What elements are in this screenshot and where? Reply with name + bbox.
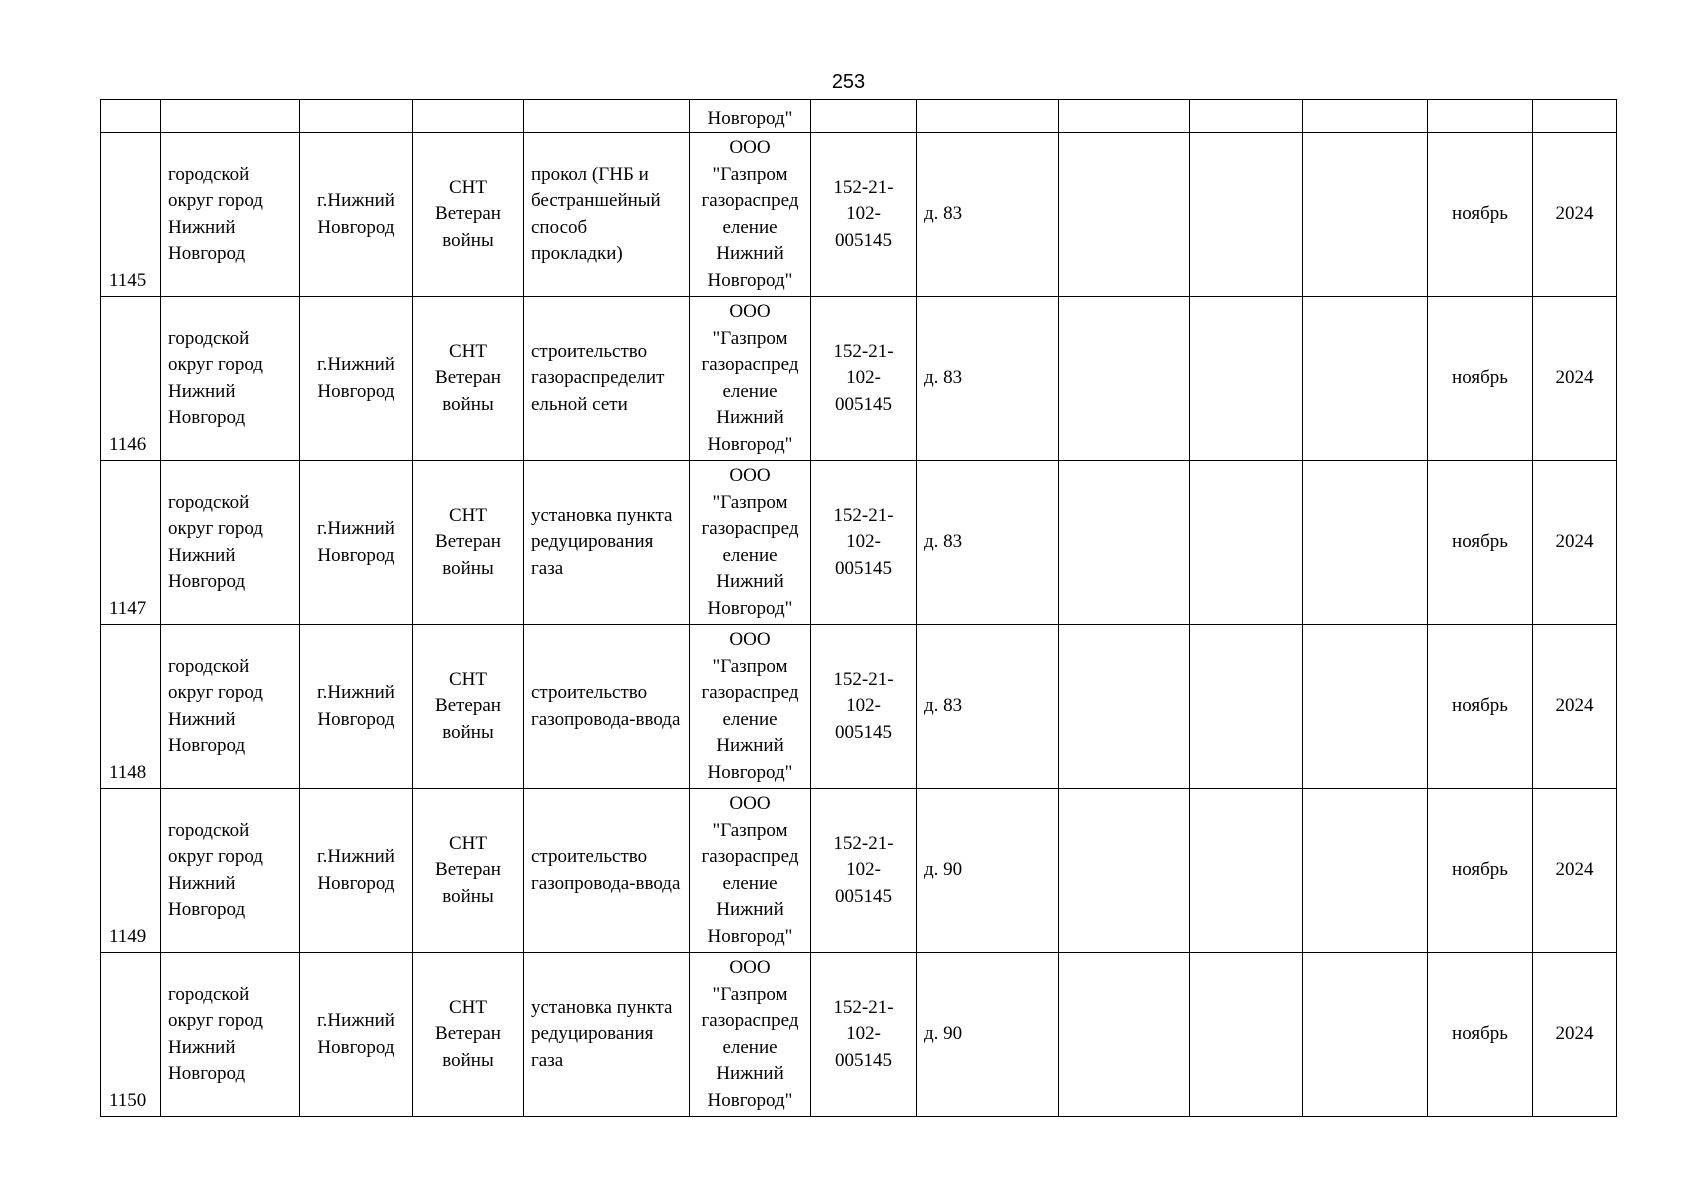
register-table bbox=[100, 99, 1617, 1117]
settlement-cell: СНТ Ветеран войны bbox=[413, 297, 524, 461]
empty-cell bbox=[1059, 461, 1190, 625]
row-number-cell: 1145 bbox=[101, 133, 161, 297]
table-row bbox=[101, 133, 1617, 297]
city-cell: г.Нижний Новгород bbox=[300, 461, 413, 625]
table-row bbox=[101, 297, 1617, 461]
empty-cell bbox=[1190, 789, 1303, 953]
work-type-cell: установка пункта редуцирования газа bbox=[524, 461, 690, 625]
district-cell: городской округ город Нижний Новгород bbox=[161, 789, 300, 953]
district-cell: городской округ город Нижний Новгород bbox=[161, 133, 300, 297]
row-number-cell: 1147 bbox=[101, 461, 161, 625]
city-cell: г.Нижний Новгород bbox=[300, 953, 413, 1117]
work-type-cell: строительство газопровода-ввода bbox=[524, 625, 690, 789]
table-row bbox=[101, 953, 1617, 1117]
house-cell: д. 83 bbox=[917, 625, 1059, 789]
code-cell: 152-21-102-005145 bbox=[811, 461, 917, 625]
empty-cell bbox=[1303, 461, 1428, 625]
row-number-cell: 1148 bbox=[101, 625, 161, 789]
code-cell: 152-21-102-005145 bbox=[811, 789, 917, 953]
empty-cell bbox=[1059, 789, 1190, 953]
settlement-cell: СНТ Ветеран войны bbox=[413, 625, 524, 789]
empty-cell bbox=[1190, 297, 1303, 461]
organization-cell: ООО "Газпром газораспред еление Нижний Новгород" bbox=[690, 625, 811, 789]
house-cell: д. 90 bbox=[917, 789, 1059, 953]
empty-cell bbox=[1303, 789, 1428, 953]
settlement-cell: СНТ Ветеран войны bbox=[413, 461, 524, 625]
district-cell: городской округ город Нижний Новгород bbox=[161, 461, 300, 625]
month-cell: ноябрь bbox=[1428, 789, 1533, 953]
table-row bbox=[101, 789, 1617, 953]
empty-cell bbox=[1059, 297, 1190, 461]
organization-cell: ООО "Газпром газораспред еление Нижний Новгород" bbox=[690, 789, 811, 953]
code-cell: 152-21-102-005145 bbox=[811, 625, 917, 789]
organization-cell: ООО "Газпром газораспред еление Нижний Новгород" bbox=[690, 133, 811, 297]
year-cell: 2024 bbox=[1533, 789, 1617, 953]
code-cell: 152-21-102-005145 bbox=[811, 297, 917, 461]
year-cell: 2024 bbox=[1533, 297, 1617, 461]
month-cell: ноябрь bbox=[1428, 625, 1533, 789]
city-cell: г.Нижний Новгород bbox=[300, 789, 413, 953]
empty-cell bbox=[1190, 953, 1303, 1117]
organization-cell: ООО "Газпром газораспред еление Нижний Новгород" bbox=[690, 953, 811, 1117]
empty-cell bbox=[1303, 297, 1428, 461]
empty-cell bbox=[1303, 625, 1428, 789]
empty-cell bbox=[1303, 133, 1428, 297]
organization-cell: ООО "Газпром газораспред еление Нижний Новгород" bbox=[690, 461, 811, 625]
month-cell: ноябрь bbox=[1428, 461, 1533, 625]
empty-cell bbox=[1190, 461, 1303, 625]
row-number-cell: 1149 bbox=[101, 789, 161, 953]
settlement-cell: СНТ Ветеран войны bbox=[413, 789, 524, 953]
empty-cell bbox=[1190, 625, 1303, 789]
house-cell: д. 83 bbox=[917, 461, 1059, 625]
code-cell: 152-21-102-005145 bbox=[811, 953, 917, 1117]
work-type-cell: прокол (ГНБ и бестраншейный способ прокладки) bbox=[524, 133, 690, 297]
city-cell: г.Нижний Новгород bbox=[300, 297, 413, 461]
page-number: 253 bbox=[831, 71, 866, 93]
month-cell: ноябрь bbox=[1428, 953, 1533, 1117]
empty-cell bbox=[1190, 133, 1303, 297]
empty-cell bbox=[1303, 953, 1428, 1117]
district-cell: городской округ город Нижний Новгород bbox=[161, 953, 300, 1117]
house-cell: д. 83 bbox=[917, 133, 1059, 297]
empty-cell bbox=[1059, 953, 1190, 1117]
work-type-cell: установка пункта редуцирования газа bbox=[524, 953, 690, 1117]
work-type-cell: строительство газораспределит ельной сети bbox=[524, 297, 690, 461]
organization-cell: ООО "Газпром газораспред еление Нижний Новгород" bbox=[690, 297, 811, 461]
year-cell: 2024 bbox=[1533, 625, 1617, 789]
district-cell: городской округ город Нижний Новгород bbox=[161, 297, 300, 461]
empty-cell bbox=[1059, 625, 1190, 789]
row-number-cell: 1146 bbox=[101, 297, 161, 461]
organization-tail-cell: Новгород" bbox=[690, 100, 811, 133]
empty-cell bbox=[1059, 133, 1190, 297]
code-cell: 152-21-102-005145 bbox=[811, 133, 917, 297]
continuation-row bbox=[101, 100, 1617, 133]
row-number-cell: 1150 bbox=[101, 953, 161, 1117]
district-cell: городской округ город Нижний Новгород bbox=[161, 625, 300, 789]
year-cell: 2024 bbox=[1533, 953, 1617, 1117]
work-type-cell: строительство газопровода-ввода bbox=[524, 789, 690, 953]
table-row bbox=[101, 625, 1617, 789]
month-cell: ноябрь bbox=[1428, 297, 1533, 461]
house-cell: д. 83 bbox=[917, 297, 1059, 461]
city-cell: г.Нижний Новгород bbox=[300, 133, 413, 297]
year-cell: 2024 bbox=[1533, 133, 1617, 297]
settlement-cell: СНТ Ветеран войны bbox=[413, 953, 524, 1117]
table-row bbox=[101, 461, 1617, 625]
house-cell: д. 90 bbox=[917, 953, 1059, 1117]
city-cell: г.Нижний Новгород bbox=[300, 625, 413, 789]
month-cell: ноябрь bbox=[1428, 133, 1533, 297]
year-cell: 2024 bbox=[1533, 461, 1617, 625]
settlement-cell: СНТ Ветеран войны bbox=[413, 133, 524, 297]
